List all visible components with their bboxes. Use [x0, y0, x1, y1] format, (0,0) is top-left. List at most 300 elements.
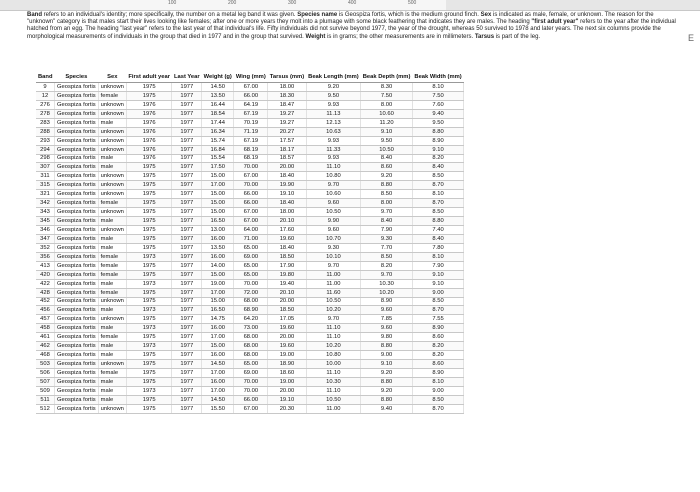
- table-cell: male: [98, 243, 126, 252]
- table-cell: 1977: [172, 118, 202, 127]
- table-cell: 9.70: [306, 315, 361, 324]
- table-cell: Geospiza fortis: [55, 288, 99, 297]
- table-cell: 18.47: [268, 100, 306, 109]
- table-cell: 20.10: [268, 217, 306, 226]
- table-cell: unknown: [98, 109, 126, 118]
- table-cell: 1975: [126, 333, 172, 342]
- table-cell: 16.00: [202, 377, 234, 386]
- table-cell: 15.50: [202, 404, 234, 413]
- table-cell: 10.30: [306, 377, 361, 386]
- table-cell: 1977: [172, 324, 202, 333]
- table-cell: 1977: [172, 127, 202, 136]
- table-cell: female: [98, 91, 126, 100]
- table-cell: 1973: [126, 306, 172, 315]
- finch-data-table: [36, 72, 464, 414]
- table-cell: 11.10: [306, 386, 361, 395]
- table-cell: 283: [36, 118, 55, 127]
- table-cell: 10.63: [306, 127, 361, 136]
- table-cell: male: [98, 217, 126, 226]
- table-cell: 1973: [126, 342, 172, 351]
- table-cell: 509: [36, 386, 55, 395]
- table-cell: 67.19: [234, 136, 268, 145]
- table-row: [36, 288, 464, 297]
- table-cell: 15.00: [202, 208, 234, 217]
- table-cell: 67.00: [234, 404, 268, 413]
- table-cell: 9.10: [412, 270, 463, 279]
- table-cell: 67.00: [234, 217, 268, 226]
- table-cell: 11.00: [306, 404, 361, 413]
- table-cell: 507: [36, 377, 55, 386]
- table-cell: 65.00: [234, 360, 268, 369]
- table-cell: 16.00: [202, 351, 234, 360]
- table-cell: 70.00: [234, 181, 268, 190]
- table-cell: Geospiza fortis: [55, 127, 99, 136]
- table-cell: 8.10: [412, 83, 463, 92]
- table-cell: Geospiza fortis: [55, 172, 99, 181]
- column-header: Species: [55, 72, 99, 83]
- table-cell: unknown: [98, 181, 126, 190]
- table-cell: 68.00: [234, 297, 268, 306]
- table-cell: 19.00: [268, 377, 306, 386]
- table-cell: female: [98, 333, 126, 342]
- table-cell: 9.40: [412, 109, 463, 118]
- table-cell: 7.60: [412, 100, 463, 109]
- table-cell: Geospiza fortis: [55, 297, 99, 306]
- table-cell: 1975: [126, 199, 172, 208]
- table-cell: 8.30: [361, 83, 413, 92]
- table-cell: 65.00: [234, 243, 268, 252]
- column-header: Wing (mm): [234, 72, 268, 83]
- table-cell: 1977: [172, 100, 202, 109]
- table-cell: 1976: [126, 100, 172, 109]
- table-row: [36, 154, 464, 163]
- table-cell: 1977: [172, 315, 202, 324]
- table-cell: 1975: [126, 351, 172, 360]
- table-cell: 345: [36, 217, 55, 226]
- table-row: [36, 190, 464, 199]
- table-cell: 18.54: [202, 109, 234, 118]
- table-row: [36, 172, 464, 181]
- table-cell: 1976: [126, 118, 172, 127]
- table-cell: 321: [36, 190, 55, 199]
- table-cell: 1977: [172, 342, 202, 351]
- table-cell: unknown: [98, 297, 126, 306]
- table-cell: 68.00: [234, 342, 268, 351]
- table-cell: 1975: [126, 234, 172, 243]
- table-cell: 18.60: [268, 369, 306, 378]
- table-cell: 18.40: [268, 243, 306, 252]
- table-cell: 9.00: [412, 288, 463, 297]
- table-row: [36, 333, 464, 342]
- table-cell: Geospiza fortis: [55, 136, 99, 145]
- table-cell: 8.80: [412, 217, 463, 226]
- table-cell: 19.60: [268, 324, 306, 333]
- table-cell: 18.30: [268, 91, 306, 100]
- table-row: [36, 91, 464, 100]
- table-cell: 311: [36, 172, 55, 181]
- sex-term: Sex: [480, 12, 492, 18]
- table-cell: 288: [36, 127, 55, 136]
- table-cell: 13.50: [202, 243, 234, 252]
- table-cell: Geospiza fortis: [55, 208, 99, 217]
- table-cell: 11.33: [306, 145, 361, 154]
- table-cell: 9.00: [412, 386, 463, 395]
- table-cell: 10.60: [361, 109, 413, 118]
- table-cell: 352: [36, 243, 55, 252]
- table-cell: 8.80: [361, 181, 413, 190]
- table-cell: 276: [36, 100, 55, 109]
- table-cell: Geospiza fortis: [55, 324, 99, 333]
- table-cell: unknown: [98, 190, 126, 199]
- table-cell: 347: [36, 234, 55, 243]
- table-cell: 461: [36, 333, 55, 342]
- table-cell: 420: [36, 270, 55, 279]
- table-row: [36, 109, 464, 118]
- table-cell: 1977: [172, 83, 202, 92]
- table-cell: 10.60: [306, 190, 361, 199]
- species-term: Species name: [297, 12, 338, 18]
- column-header: Band: [36, 72, 55, 83]
- table-cell: 1975: [126, 315, 172, 324]
- table-cell: 7.55: [412, 315, 463, 324]
- table-cell: 342: [36, 199, 55, 208]
- table-cell: 1977: [172, 136, 202, 145]
- table-cell: 1975: [126, 190, 172, 199]
- column-header: Beak Length (mm): [306, 72, 361, 83]
- table-cell: 278: [36, 109, 55, 118]
- table-cell: 511: [36, 395, 55, 404]
- table-cell: 1976: [126, 154, 172, 163]
- table-cell: 1975: [126, 360, 172, 369]
- table-cell: 293: [36, 136, 55, 145]
- table-row: [36, 145, 464, 154]
- table-cell: 458: [36, 324, 55, 333]
- column-header: Beak Width (mm): [412, 72, 463, 83]
- table-cell: 9.20: [361, 172, 413, 181]
- table-cell: unknown: [98, 83, 126, 92]
- table-row: [36, 208, 464, 217]
- table-row: [36, 252, 464, 261]
- table-cell: Geospiza fortis: [55, 243, 99, 252]
- table-cell: 8.10: [412, 377, 463, 386]
- table-cell: 8.70: [412, 181, 463, 190]
- table-cell: Geospiza fortis: [55, 190, 99, 199]
- table-cell: 1975: [126, 404, 172, 413]
- table-cell: 70.00: [234, 279, 268, 288]
- table-cell: 20.00: [268, 333, 306, 342]
- table-cell: 1975: [126, 261, 172, 270]
- table-cell: Geospiza fortis: [55, 181, 99, 190]
- table-cell: Geospiza fortis: [55, 217, 99, 226]
- intro-text: refers to the year after the individual hatched from an egg. The heading "last year" refers to the last year of that individual's life. Fifty individuals did not survive beyond 1977, the year of the drought, whereas 50 survived to 1978 and later years. The next six columns provide the morphological measurements of individuals in the group that died in 1977 and in the group that survived.: [27, 19, 676, 40]
- table-cell: 1977: [172, 369, 202, 378]
- ruler-page-area: [90, 0, 446, 10]
- table-cell: 307: [36, 163, 55, 172]
- table-cell: 14.75: [202, 315, 234, 324]
- table-cell: 8.20: [412, 342, 463, 351]
- table-cell: male: [98, 163, 126, 172]
- table-cell: 1977: [172, 279, 202, 288]
- table-cell: 20.00: [268, 297, 306, 306]
- table-cell: 462: [36, 342, 55, 351]
- table-cell: 452: [36, 297, 55, 306]
- table-cell: 10.70: [306, 234, 361, 243]
- table-cell: 8.20: [412, 154, 463, 163]
- table-cell: 8.40: [361, 154, 413, 163]
- table-row: [36, 243, 464, 252]
- ruler-label: 400: [348, 0, 357, 6]
- table-cell: 66.00: [234, 91, 268, 100]
- table-cell: Geospiza fortis: [55, 118, 99, 127]
- table-cell: 15.00: [202, 172, 234, 181]
- table-cell: 1975: [126, 217, 172, 226]
- table-row: [36, 234, 464, 243]
- table-row: [36, 306, 464, 315]
- tarsus-term: Tarsus: [474, 33, 495, 40]
- table-cell: 1977: [172, 154, 202, 163]
- table-cell: 8.80: [361, 395, 413, 404]
- table-cell: 9.70: [361, 208, 413, 217]
- table-row: [36, 324, 464, 333]
- table-cell: 9: [36, 83, 55, 92]
- table-cell: 68.19: [234, 154, 268, 163]
- table-cell: female: [98, 288, 126, 297]
- table-cell: 7.40: [412, 226, 463, 235]
- table-cell: 8.80: [361, 377, 413, 386]
- ruler-label: 200: [228, 0, 237, 6]
- table-row: [36, 136, 464, 145]
- table-cell: 8.00: [361, 100, 413, 109]
- table-cell: 10.80: [306, 172, 361, 181]
- table-cell: 15.00: [202, 270, 234, 279]
- table-cell: 1973: [126, 324, 172, 333]
- table-cell: 9.50: [361, 136, 413, 145]
- table-cell: 9.93: [306, 136, 361, 145]
- table-cell: 16.34: [202, 127, 234, 136]
- table-cell: 1976: [126, 136, 172, 145]
- table-cell: 11.60: [306, 288, 361, 297]
- table-cell: 9.60: [361, 324, 413, 333]
- table-cell: 1973: [126, 252, 172, 261]
- table-cell: 1977: [172, 333, 202, 342]
- table-cell: 1975: [126, 377, 172, 386]
- table-cell: 1976: [126, 127, 172, 136]
- table-cell: Geospiza fortis: [55, 333, 99, 342]
- table-cell: 65.00: [234, 270, 268, 279]
- table-cell: 298: [36, 154, 55, 163]
- table-header-row: [36, 72, 464, 83]
- table-cell: 20.27: [268, 127, 306, 136]
- table-cell: 468: [36, 351, 55, 360]
- table-cell: 1977: [172, 404, 202, 413]
- table-cell: 17.44: [202, 118, 234, 127]
- table-cell: 10.10: [306, 252, 361, 261]
- intro-text: is part of the leg.: [495, 33, 541, 40]
- table-row: [36, 315, 464, 324]
- table-cell: Geospiza fortis: [55, 261, 99, 270]
- table-cell: 9.20: [306, 83, 361, 92]
- table-cell: 19.40: [268, 279, 306, 288]
- table-cell: 10.50: [306, 395, 361, 404]
- column-header: Sex: [98, 72, 126, 83]
- table-cell: 70.19: [234, 118, 268, 127]
- table-cell: 71.00: [234, 234, 268, 243]
- table-cell: 9.80: [361, 333, 413, 342]
- table-cell: 64.00: [234, 226, 268, 235]
- table-cell: 19.27: [268, 118, 306, 127]
- table-cell: 17.60: [268, 226, 306, 235]
- table-cell: Geospiza fortis: [55, 252, 99, 261]
- column-header: First adult year: [126, 72, 172, 83]
- table-cell: unknown: [98, 100, 126, 109]
- table-cell: 1977: [172, 261, 202, 270]
- table-cell: 18.17: [268, 145, 306, 154]
- column-header: Tarsus (mm): [268, 72, 306, 83]
- table-cell: 64.20: [234, 315, 268, 324]
- table-row: [36, 351, 464, 360]
- table-cell: 10.50: [306, 208, 361, 217]
- table-cell: unknown: [98, 404, 126, 413]
- table-cell: male: [98, 342, 126, 351]
- table-cell: 11.00: [306, 270, 361, 279]
- table-cell: 70.00: [234, 163, 268, 172]
- table-cell: 68.00: [234, 333, 268, 342]
- table-cell: 456: [36, 306, 55, 315]
- table-row: [36, 226, 464, 235]
- table-cell: Geospiza fortis: [55, 83, 99, 92]
- table-cell: 18.40: [268, 199, 306, 208]
- table-cell: 10.20: [361, 288, 413, 297]
- table-cell: male: [98, 377, 126, 386]
- table-row: [36, 83, 464, 92]
- table-cell: Geospiza fortis: [55, 199, 99, 208]
- table-cell: 18.40: [268, 172, 306, 181]
- table-row: [36, 199, 464, 208]
- table-cell: 8.70: [412, 306, 463, 315]
- table-cell: 8.90: [412, 324, 463, 333]
- table-cell: Geospiza fortis: [55, 270, 99, 279]
- table-cell: Geospiza fortis: [55, 91, 99, 100]
- table-cell: 11.10: [306, 163, 361, 172]
- table-cell: 1977: [172, 163, 202, 172]
- table-cell: 15.00: [202, 199, 234, 208]
- table-cell: 1977: [172, 145, 202, 154]
- table-cell: 66.00: [234, 199, 268, 208]
- table-cell: 8.90: [412, 136, 463, 145]
- table-cell: 15.00: [202, 342, 234, 351]
- table-cell: male: [98, 306, 126, 315]
- table-cell: unknown: [98, 360, 126, 369]
- table-cell: Geospiza fortis: [55, 109, 99, 118]
- table-cell: male: [98, 351, 126, 360]
- table-cell: unknown: [98, 208, 126, 217]
- table-cell: 1976: [126, 145, 172, 154]
- table-cell: 315: [36, 181, 55, 190]
- table-cell: 1977: [172, 181, 202, 190]
- table-cell: 70.00: [234, 386, 268, 395]
- table-cell: 19.80: [268, 270, 306, 279]
- table-cell: 8.60: [412, 360, 463, 369]
- table-cell: Geospiza fortis: [55, 377, 99, 386]
- table-cell: Geospiza fortis: [55, 234, 99, 243]
- table-cell: 8.40: [361, 217, 413, 226]
- table-cell: 1975: [126, 208, 172, 217]
- weight-term: Weight: [305, 33, 326, 40]
- table-cell: 9.90: [306, 217, 361, 226]
- table-row: [36, 297, 464, 306]
- table-cell: Geospiza fortis: [55, 306, 99, 315]
- table-cell: 11.10: [306, 333, 361, 342]
- table-cell: 8.00: [361, 199, 413, 208]
- table-cell: 17.50: [202, 163, 234, 172]
- table-cell: 9.00: [361, 351, 413, 360]
- table-cell: 17.00: [202, 369, 234, 378]
- table-row: [36, 360, 464, 369]
- table-cell: 9.70: [306, 261, 361, 270]
- table-cell: 1977: [172, 217, 202, 226]
- table-cell: 7.50: [361, 91, 413, 100]
- table-cell: 9.10: [361, 360, 413, 369]
- table-cell: 16.44: [202, 100, 234, 109]
- table-cell: 8.50: [361, 252, 413, 261]
- table-cell: 9.20: [361, 386, 413, 395]
- column-header: Beak Depth (mm): [361, 72, 413, 83]
- table-cell: 1977: [172, 386, 202, 395]
- column-header: Weight (g): [202, 72, 234, 83]
- table-cell: 19.10: [268, 190, 306, 199]
- table-cell: 16.00: [202, 324, 234, 333]
- table-cell: 8.50: [361, 190, 413, 199]
- table-cell: 13.00: [202, 226, 234, 235]
- table-cell: 15.54: [202, 154, 234, 163]
- table-header: [36, 72, 464, 83]
- table-cell: 18.90: [268, 360, 306, 369]
- table-cell: 15.74: [202, 136, 234, 145]
- table-cell: 1975: [126, 297, 172, 306]
- column-header: Last Year: [172, 72, 202, 83]
- table-cell: 9.60: [306, 226, 361, 235]
- table-row: [36, 377, 464, 386]
- table-cell: 1977: [172, 377, 202, 386]
- table-cell: Geospiza fortis: [55, 145, 99, 154]
- table-cell: 1973: [126, 279, 172, 288]
- table-cell: Geospiza fortis: [55, 100, 99, 109]
- table-row: [36, 386, 464, 395]
- ruler-label: 100: [168, 0, 177, 6]
- table-cell: 1975: [126, 369, 172, 378]
- table-cell: 10.20: [306, 342, 361, 351]
- table-cell: 15.00: [202, 297, 234, 306]
- table-cell: 7.90: [361, 226, 413, 235]
- intro-text: is indicated as male, female, or unknown. The reason for the "unknown" category is that males start their lives looking like females; after one or more years they molt into a plumage with some black feathering that indicates they are males. The heading: [27, 12, 654, 26]
- table-cell: 1975: [126, 288, 172, 297]
- table-cell: 15.00: [202, 190, 234, 199]
- table-cell: 1977: [172, 306, 202, 315]
- table-cell: 9.93: [306, 154, 361, 163]
- table-cell: 1977: [172, 360, 202, 369]
- table-row: [36, 100, 464, 109]
- table-cell: 9.70: [306, 181, 361, 190]
- ruler: [0, 0, 700, 11]
- table-cell: 1977: [172, 395, 202, 404]
- intro-text: refers to an individual's identity; more specifically, the number on a metal leg band it was given.: [43, 12, 296, 18]
- table-cell: 17.05: [268, 315, 306, 324]
- table-cell: 8.50: [412, 172, 463, 181]
- table-row: [36, 270, 464, 279]
- table-cell: 66.00: [234, 190, 268, 199]
- table-cell: 294: [36, 145, 55, 154]
- table-cell: 18.00: [268, 83, 306, 92]
